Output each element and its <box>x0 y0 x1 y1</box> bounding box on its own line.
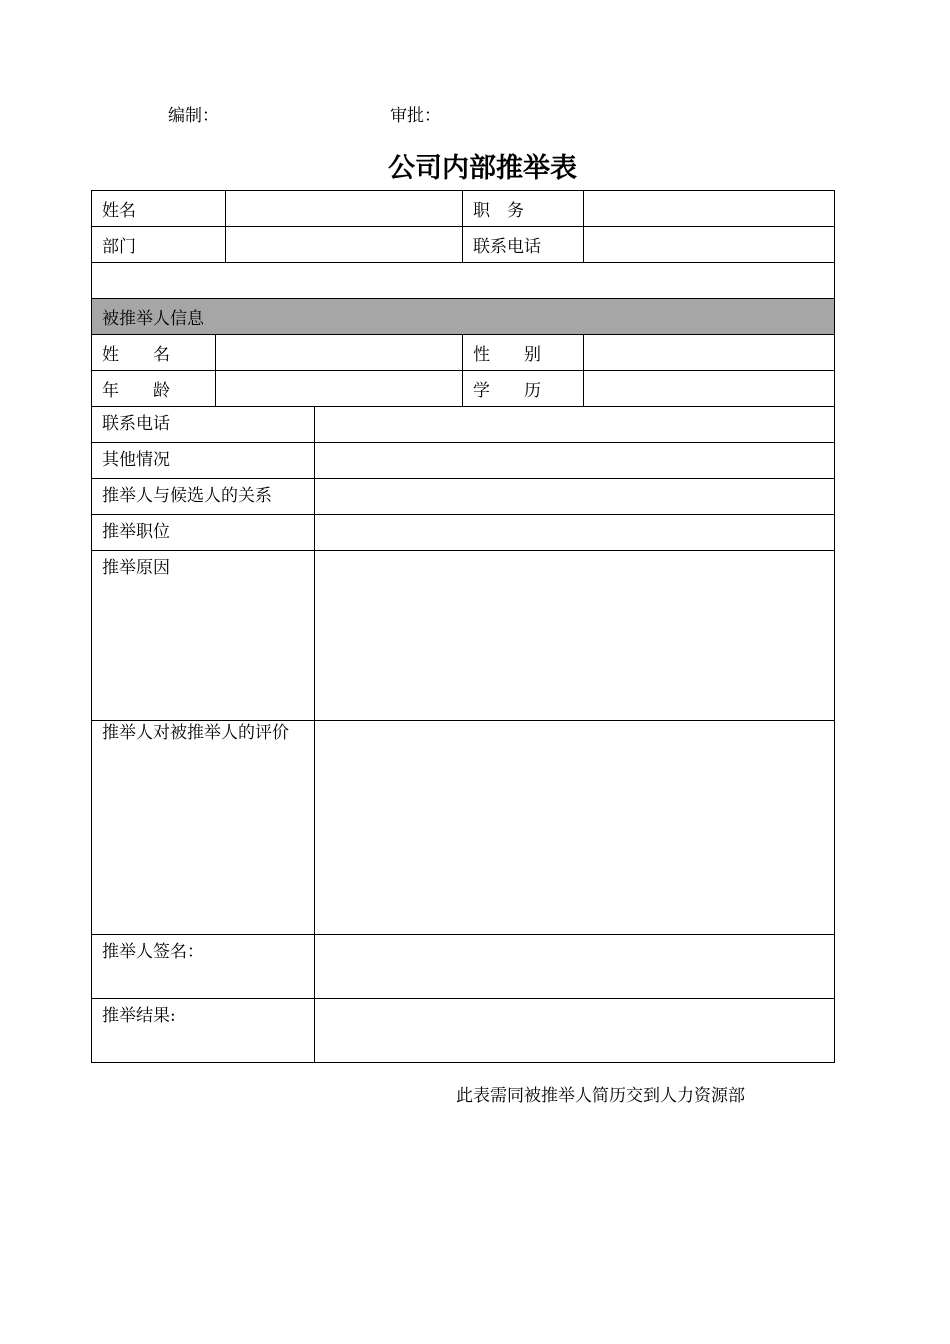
candidate-name-label: 姓 名 <box>92 335 216 371</box>
candidate-row-2 <box>92 371 835 407</box>
recommender-phone-label: 联系电话 <box>463 227 584 263</box>
relation-label: 推举人与候选人的关系 <box>92 479 315 515</box>
job-field[interactable] <box>315 515 835 551</box>
evaluation-row <box>92 721 835 935</box>
candidate-education-field[interactable] <box>584 371 835 407</box>
recommender-dept-field[interactable] <box>226 227 463 263</box>
recommender-position-label: 职 务 <box>463 191 584 227</box>
candidate-gender-field[interactable] <box>584 335 835 371</box>
relation-row <box>92 479 835 515</box>
result-field[interactable] <box>315 999 835 1063</box>
candidate-phone-field[interactable] <box>315 407 835 443</box>
section-header-row <box>92 299 835 335</box>
recommendation-form <box>91 190 835 1063</box>
reason-field[interactable] <box>315 551 835 721</box>
candidate-section-title: 被推举人信息 <box>92 299 835 335</box>
recommender-row-2 <box>92 227 835 263</box>
relation-field[interactable] <box>315 479 835 515</box>
reason-label: 推举原因 <box>92 551 315 721</box>
candidate-phone-row <box>92 407 835 443</box>
recommender-row-1 <box>92 191 835 227</box>
candidate-phone-label: 联系电话 <box>92 407 315 443</box>
job-label: 推举职位 <box>92 515 315 551</box>
compiled-by-label: 编制： <box>168 106 219 126</box>
recommender-name-field[interactable] <box>226 191 463 227</box>
blank-cell <box>92 263 835 299</box>
recommender-phone-field[interactable] <box>584 227 835 263</box>
recommender-position-field[interactable] <box>584 191 835 227</box>
recommender-dept-label: 部门 <box>92 227 226 263</box>
candidate-name-field[interactable] <box>216 335 463 371</box>
reason-row <box>92 551 835 721</box>
recommender-name-label: 姓名 <box>92 191 226 227</box>
candidate-age-field[interactable] <box>216 371 463 407</box>
evaluation-label: 推举人对被推举人的评价 <box>92 721 315 935</box>
signature-row <box>92 935 835 999</box>
candidate-gender-label: 性 别 <box>463 335 584 371</box>
signature-field[interactable] <box>315 935 835 999</box>
candidate-other-field[interactable] <box>315 443 835 479</box>
candidate-other-label: 其他情况 <box>92 443 315 479</box>
candidate-education-label: 学 历 <box>463 371 584 407</box>
page-title: 公司内部推举表 <box>388 153 577 184</box>
candidate-age-label: 年 龄 <box>92 371 216 407</box>
result-label: 推举结果: <box>92 999 315 1063</box>
signature-label: 推举人签名： <box>92 935 315 999</box>
footer-note: 此表需同被推举人简历交到人力资源部 <box>456 1086 745 1106</box>
approved-by-label: 审批： <box>390 106 441 126</box>
blank-row <box>92 263 835 299</box>
candidate-row-1 <box>92 335 835 371</box>
result-row <box>92 999 835 1063</box>
evaluation-field[interactable] <box>315 721 835 935</box>
candidate-other-row <box>92 443 835 479</box>
job-row <box>92 515 835 551</box>
